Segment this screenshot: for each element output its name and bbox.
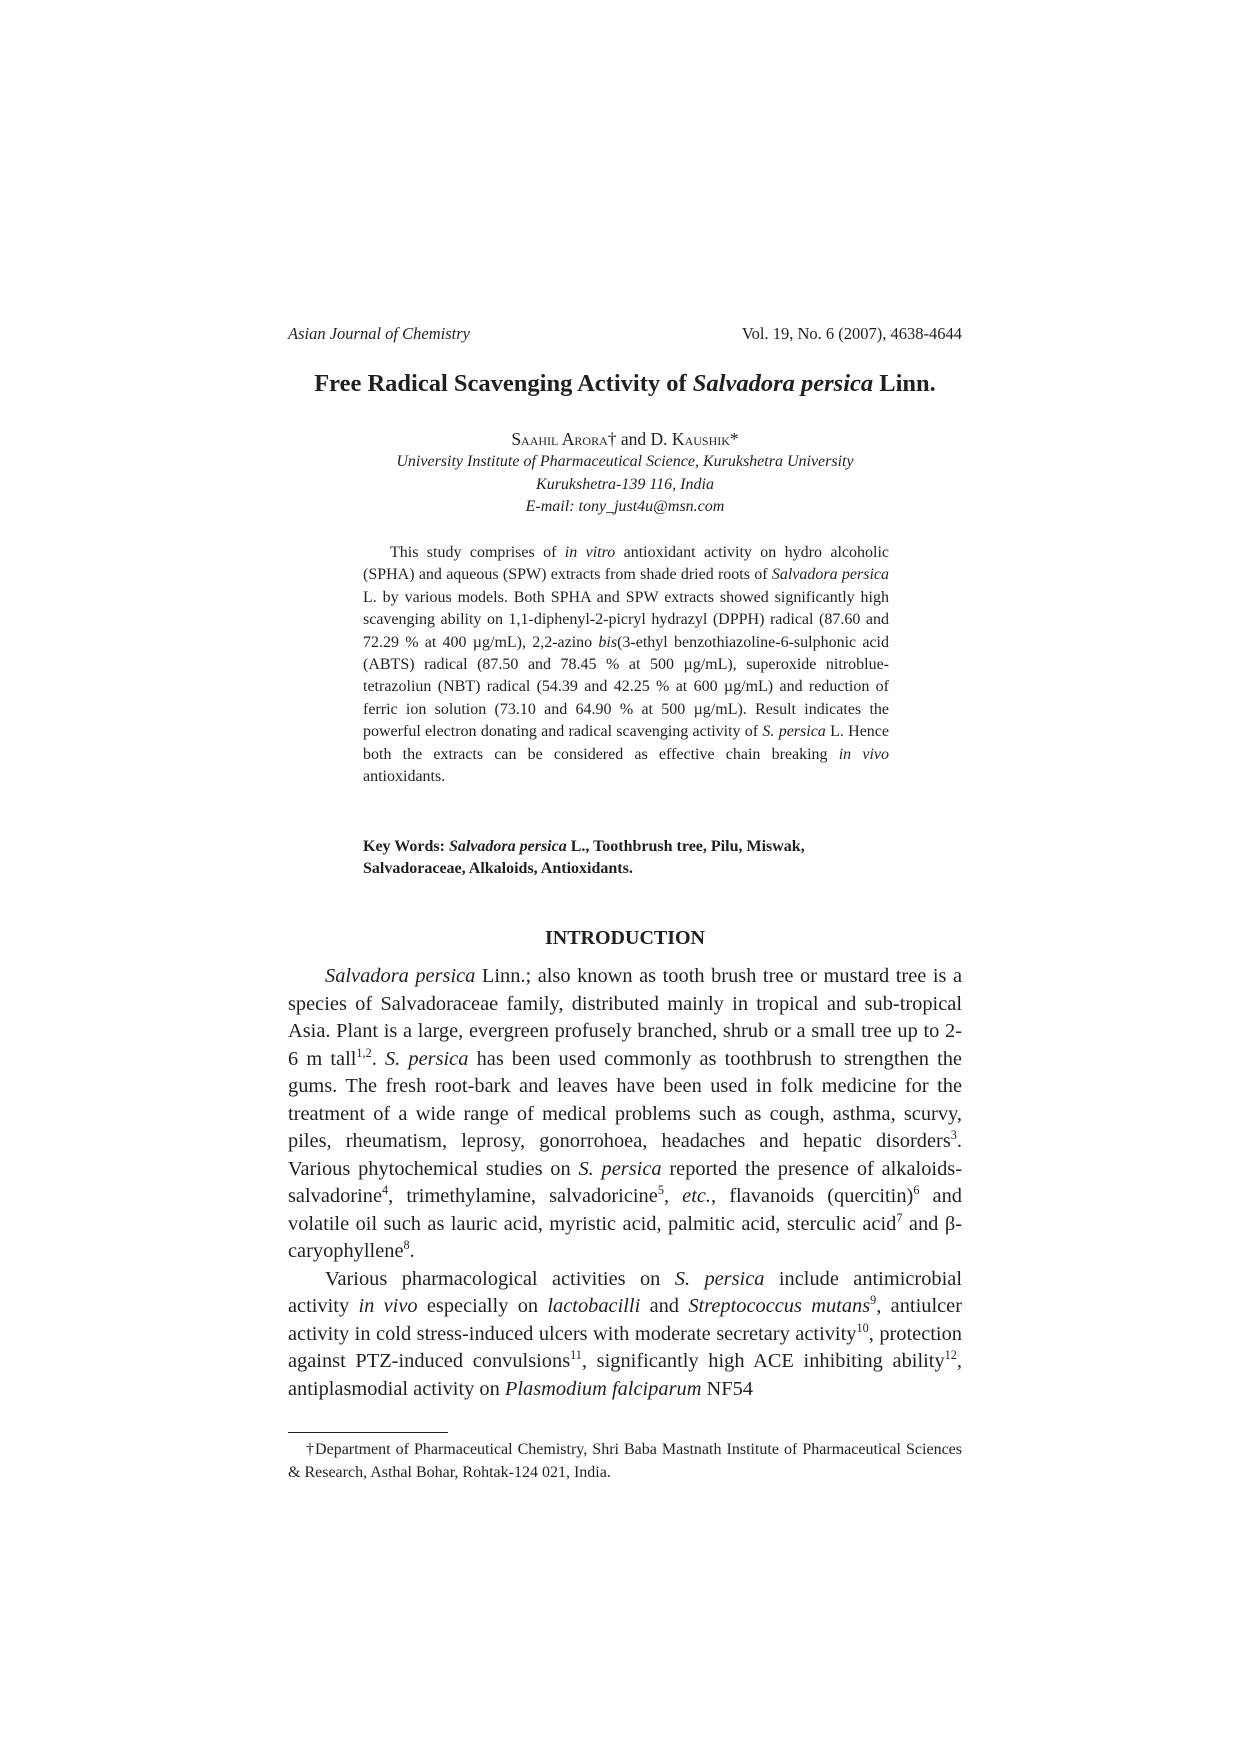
footnote <box>288 1439 962 1484</box>
running-head <box>288 324 962 346</box>
body-text: Various pharmacological activities on <box>325 1267 675 1290</box>
body-text: Linn.; also known as tooth brush tree or mustard tree is a species of Salvadoraceae family, distributed mainly in tropical and sub-tropical Asia. Plant is a large, evergreen profusely branched, shrub or a small tree up to 2-6 m tall <box>288 965 963 1070</box>
keywords-species: Salvadora persica <box>448 838 567 855</box>
body-text: , significantly high ACE inhibiting ability <box>581 1350 945 1372</box>
abstract-text: L. Hence both the extracts can be considered as effective chain breaking <box>363 723 890 763</box>
body-text: reported the presence of alkaloids-salvadorine <box>288 1157 963 1207</box>
citation-ref: 7 <box>896 1210 903 1225</box>
abstract-text: antioxidants. <box>363 768 446 786</box>
body-paragraph-1 <box>288 963 962 1266</box>
abstract-paragraph <box>363 542 889 788</box>
body-text: , <box>663 1185 683 1207</box>
body-text: , flavanoids (quercitin) <box>711 1185 914 1207</box>
citation-ref: 8 <box>403 1238 410 1253</box>
citation-ref: 9 <box>870 1293 877 1308</box>
citation-ref: 1,2 <box>356 1045 372 1060</box>
citation-ref: 4 <box>382 1183 389 1198</box>
abstract-italic: in vivo <box>838 745 890 763</box>
body-text: NF54 <box>701 1377 753 1400</box>
author-2-mark: * <box>729 429 739 449</box>
citation-ref: 12 <box>944 1348 957 1363</box>
journal-name: Asian Journal of Chemistry <box>288 324 470 343</box>
footnote-divider <box>288 1432 448 1433</box>
body-text: and <box>640 1295 689 1317</box>
body-text: . <box>409 1240 415 1262</box>
abstract-text: antioxidant activity on hydro alcoholic (SPHA) and aqueous (SPW) extracts from shade dried roots of <box>363 544 890 584</box>
affiliation <box>288 451 962 519</box>
citation-ref: 3 <box>950 1128 957 1143</box>
body-text: and β-caryophyllene <box>288 1212 962 1262</box>
volume-info: Vol. 19, No. 6 (2007), 4638-4644 <box>741 324 962 343</box>
body-italic: in vivo <box>358 1295 418 1317</box>
body-italic: S. persica <box>674 1267 765 1290</box>
affiliation-line-1: University Institute of Pharmaceutical Science, Kurukshetra University <box>396 453 854 470</box>
abstract-italic: in vitro <box>564 544 616 561</box>
author-1-mark: † <box>607 429 617 449</box>
body-italic: Plasmodium falciparum <box>504 1377 702 1400</box>
body-text: , antiplasmodial activity on <box>288 1350 962 1400</box>
citation-ref: 11 <box>570 1348 582 1363</box>
body-text: . <box>371 1047 385 1070</box>
abstract-text: This study comprises of <box>390 544 565 561</box>
body-italic: etc. <box>682 1185 712 1207</box>
introduction-heading: INTRODUCTION <box>544 927 706 949</box>
keywords-label: Key Words: <box>363 838 449 855</box>
abstract-text: (3-ethyl benzothiazoline-6-sulphonic acid (ABTS) radical (87.50 and 78.45 % at 500 µg/mL), superoxide nitroblue-tetrazoliun (NBT) radical (54.39 and 42.25 % at 600 µg/mL) and reduction of ferric ion solution (73.10 and 64.90 % at 500 µg/mL). Result indicates the powerful electron donating and radical scavenging activity of <box>363 633 890 741</box>
author-1: Saahil Arora <box>511 429 608 449</box>
abstract-text: L. by various models. Both SPHA and SPW extracts showed significantly high scavenging ability on 1,1-diphenyl-2-picryl hydrazyl (DPPH) radical (87.60 and 72.29 % at 400 µg/mL), 2,2-azino <box>363 588 889 651</box>
body-italic: S. persica <box>384 1047 469 1070</box>
keywords-list: L., Toothbrush tree, Pilu, Miswak, Salvadoraceae, Alkaloids, Antioxidants. <box>363 838 805 878</box>
title-suffix: Linn. <box>873 370 936 397</box>
footnote-text: †Department of Pharmaceutical Chemistry, Shri Baba Mastnath Institute of Pharmaceutical Sciences & Research, Asthal Bohar, Rohtak-124 021, India. <box>288 1441 962 1481</box>
citation-ref: 10 <box>856 1320 869 1335</box>
affiliation-line-2: Kurukshetra-139 116, India <box>536 475 714 493</box>
body-text: , trimethylamine, salvadoricine <box>388 1185 658 1207</box>
body-italic: lactobacilli <box>547 1295 641 1317</box>
body-text: , protection against PTZ-induced convulsions <box>288 1322 962 1372</box>
citation-ref: 5 <box>657 1183 664 1198</box>
author-2: D. Kaushik <box>650 429 730 449</box>
title-prefix: Free Radical Scavenging Activity of <box>314 370 693 397</box>
body-text: especially on <box>417 1295 548 1317</box>
author-joiner: and <box>616 429 651 449</box>
body-italic: Salvadora persica <box>325 965 476 987</box>
abstract-italic: bis <box>598 633 618 651</box>
author-line <box>288 428 962 450</box>
keywords <box>363 836 889 881</box>
article-title <box>288 368 962 400</box>
title-species: Salvadora persica <box>692 370 874 397</box>
body-italic: Streptococcus mutans <box>688 1295 871 1317</box>
body-text: and volatile oil such as lauric acid, myristic acid, palmitic acid, sterculic acid <box>288 1185 962 1235</box>
body-text: . Various phytochemical studies on <box>288 1130 962 1180</box>
introduction-body <box>288 963 962 1403</box>
body-paragraph-2 <box>288 1266 962 1404</box>
abstract-italic: Salvadora persica <box>771 566 890 584</box>
body-text: , antiulcer activity in cold stress-induced ulcers with moderate secretary activity <box>288 1295 963 1345</box>
body-text: has been used commonly as toothbrush to strengthen the gums. The fresh root-bark and leaves have been used in folk medicine for the treatment of a wide range of medical problems such as cough, asthma, scurvy, piles, rheumatism, leprosy, gonorrohoea, headaches and hepatic disorders <box>288 1047 962 1152</box>
body-italic: S. persica <box>578 1157 662 1180</box>
abstract <box>363 542 889 788</box>
abstract-italic: S. persica <box>762 723 826 741</box>
body-text: include antimicrobial activity <box>288 1267 962 1317</box>
citation-ref: 6 <box>913 1183 920 1198</box>
affiliation-email: E-mail: tony_just4u@msn.com <box>525 498 725 515</box>
